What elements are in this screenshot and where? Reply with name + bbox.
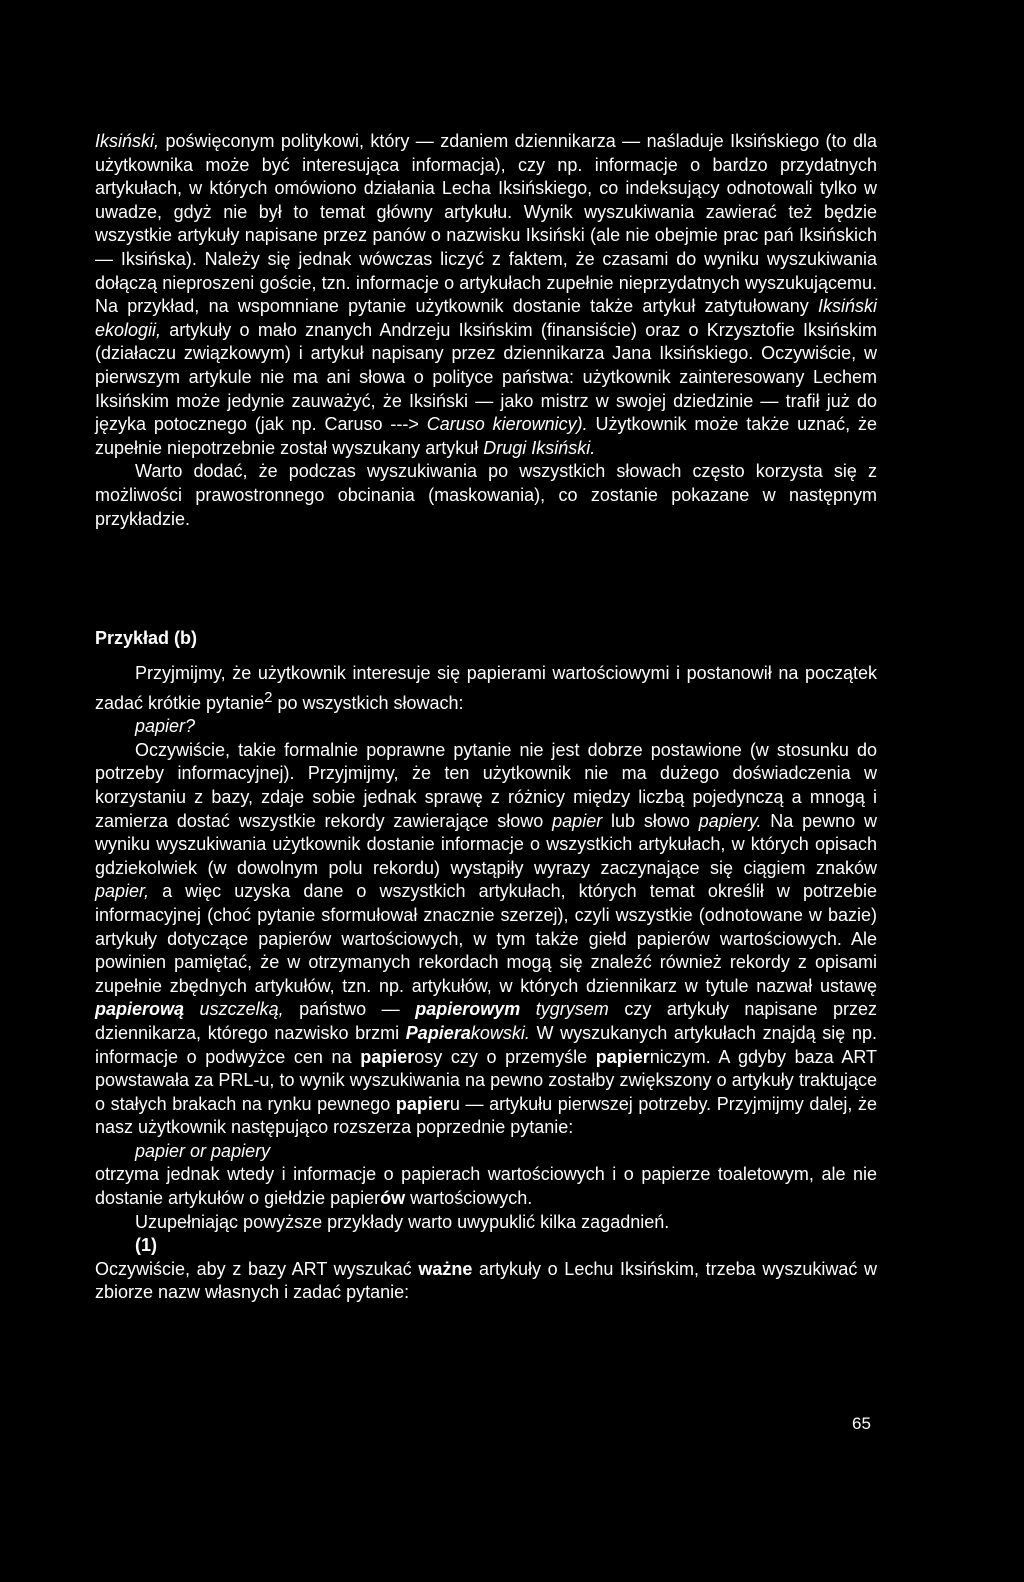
paragraph-summary: Uzupełniając powyższe przykłady warto uwypuklić kilka zagadnień. xyxy=(135,1211,670,1232)
paragraph-result xyxy=(95,1163,877,1210)
bold-term: papier xyxy=(595,1046,650,1067)
italic-term: papiery. xyxy=(698,810,762,831)
italic-term: uszczelką, xyxy=(184,999,284,1020)
paragraph-masking: Warto dodać, że podczas wyszukiwania po wszystkich słowach często korzysta się z możliwości prawostronnego obcinania (maskowania), co zostanie pokazane w następnym przykładzie. xyxy=(95,461,877,529)
text-run: Na pewno w wyniku wyszukiwania użytkownik dostanie informacje o wszystkich artykułach, w których opisach gdziekolwiek (w dowolnym polu rekordu) wystąpiły wyrazy zaczynające się ciągiem znaków xyxy=(95,810,878,878)
text-run: wartościowych. xyxy=(405,1188,533,1209)
italic-term: Caruso kierownicy). xyxy=(426,414,588,435)
bold-term: ów xyxy=(380,1188,406,1209)
italic-term: tygrysem xyxy=(520,999,609,1020)
bold-term: ważne xyxy=(418,1258,473,1279)
paragraph-item-1 xyxy=(95,1258,877,1305)
italic-term: papier, xyxy=(95,881,150,902)
footnote-marker: 2 xyxy=(264,688,273,706)
body-text-top xyxy=(95,130,877,531)
bold-italic-term: Papiera xyxy=(405,1022,471,1043)
bold-italic-term: papierowym xyxy=(415,999,521,1020)
text-run: poświęconym politykowi, który — zdaniem dziennikarza — naśladuje Iksińskiego (to dla użytkownika może być interesująca informacja), czy np. informacje o bardzo przydatnych artykułach, w których omówiono działania Lecha Iksińskiego, co indeksujący odnotowali tylko w uwadze, gdyż nie był to temat główny artykułu. Wynik wyszukiwania zawierać też będzie wszystkie artykuły napisane przez panów o nazwisku Iksiński (ale nie obejmie prac pań Iksińskich — Iksińska). Należy się jednak wówczas liczyć z faktem, że czasami do wyniku wyszukiwania dołączą nieproszeni goście, tzn. informacje o artykułach zupełnie nieprzydatnych wyszukującemu. Na przykład, na wspomniane pytanie użytkownik dostanie także artykuł zatytułowany xyxy=(95,131,877,317)
text-run: po wszystkich słowach: xyxy=(272,692,464,713)
text-run: artykuły o Lechu Iksińskim, trzeba wyszukiwać w zbiorze nazw własnych i zadać pytanie: xyxy=(95,1258,877,1303)
text-run: Przyjmijmy, że użytkownik interesuje się papierami wartościowymi i postanowił na początek zadać krótkie pytanie xyxy=(95,663,877,713)
text-run: W wyszukanych artykułach znajdą się np. informacje o podwyżce cen na xyxy=(95,1022,877,1067)
page-number: 65 xyxy=(852,1414,871,1433)
paragraph-explanation xyxy=(95,739,877,1140)
text-run: Oczywiście, takie formalnie poprawne pytanie nie jest dobrze postawione (w stosunku do potrzeby informacyjnej). Przyjmijmy, że ten użytkownik nie ma dużego doświadczenia w korzystaniu z bazy, zdaje sobie jednak sprawę z różnicy między liczbą pojedynczą a mnogą i zamierza dostać wszystkie rekordy zawierające słowo xyxy=(95,739,877,831)
text-run: artykuły o mało znanych Andrzeju Iksińskim (finansiście) oraz o Krzysztofie Iksińskim (działaczu związkowym) i artykuł napisany przez dziennikarza Jana Iksińskiego. Oczywiście, w pierwszym artykule nie ma ani słowa o polityce państwa: użytkownik zainteresowany Lechem Iksińskim może jedynie zauważyć, że Iksiński — jako mistrz w swojej dziedzinie — trafił już do języka potocznego (jak np. Caruso ---> xyxy=(95,319,877,435)
query-line xyxy=(95,715,877,739)
italic-term: papier xyxy=(552,810,603,831)
text-run: Oczywiście, aby z bazy ART wyszukać xyxy=(95,1258,419,1279)
text-run: a więc uzyska dane o wszystkich artykułach, których temat określił w potrzebie informacyjnej (choć pytanie sformułował znacznie szerzej), czyli wszystkie (odnotowane w bazie) artykuły dotyczące papierów wartościowych, w tym także giełd papierów wartościowych. Ale powinien pamiętać, że w otrzymanych rekordach mogą się znaleźć również rekordy z opisami zupełnie zbędnych artykułów, tzn. np. artykułów, w których dziennikarz w tytule nazwał ustawę xyxy=(95,881,877,996)
text-run: lub słowo xyxy=(602,810,699,831)
text-run: Użytkownik może także uznać, że zupełnie niepotrzebnie został wyszukany artykuł xyxy=(95,414,878,458)
item-number-label: (1) xyxy=(135,1235,157,1256)
item-number xyxy=(95,1234,877,1258)
bold-term: papier xyxy=(360,1046,415,1067)
query-text: papier or papiery xyxy=(135,1140,271,1161)
section-heading: Przykład (b) xyxy=(95,628,198,648)
paragraph-example-intro xyxy=(95,662,877,715)
bold-italic-term: papierową xyxy=(95,999,185,1020)
paragraph-iksinski xyxy=(95,130,877,460)
query-line-2 xyxy=(95,1140,877,1164)
text-run: otrzyma jednak wtedy i informacje o papierach wartościowych i o papierze toaletowym, ale nie dostanie artykułów o giełdzie papier xyxy=(95,1164,877,1209)
text-run: niczym. A gdyby baza ART powstawała za PRL-u, to wynik wyszukiwania na pewno zostałby zwiększony o artykuły traktujące o stałych brakach na rynku pewnego xyxy=(95,1046,877,1114)
bold-term: papier xyxy=(395,1093,450,1114)
text-run: u — artykułu pierwszej potrzeby. Przyjmijmy dalej, że nasz użytkownik następująco rozszerza poprzednie pytanie: xyxy=(95,1093,877,1138)
query-text: papier? xyxy=(135,716,196,737)
italic-term: Iksiński, xyxy=(95,131,160,151)
text-run: osy czy o przemyśle xyxy=(414,1046,596,1067)
italic-term: kowski. xyxy=(470,1022,530,1043)
body-text-example xyxy=(95,662,877,1305)
italic-title: Iksiński ekologii, xyxy=(95,296,877,340)
italic-title: Drugi Iksiński. xyxy=(483,437,596,458)
text-run: czy artykuły napisane przez dziennikarza, którego nazwisko brzmi xyxy=(95,999,877,1043)
text-run: państwo — xyxy=(283,999,416,1020)
